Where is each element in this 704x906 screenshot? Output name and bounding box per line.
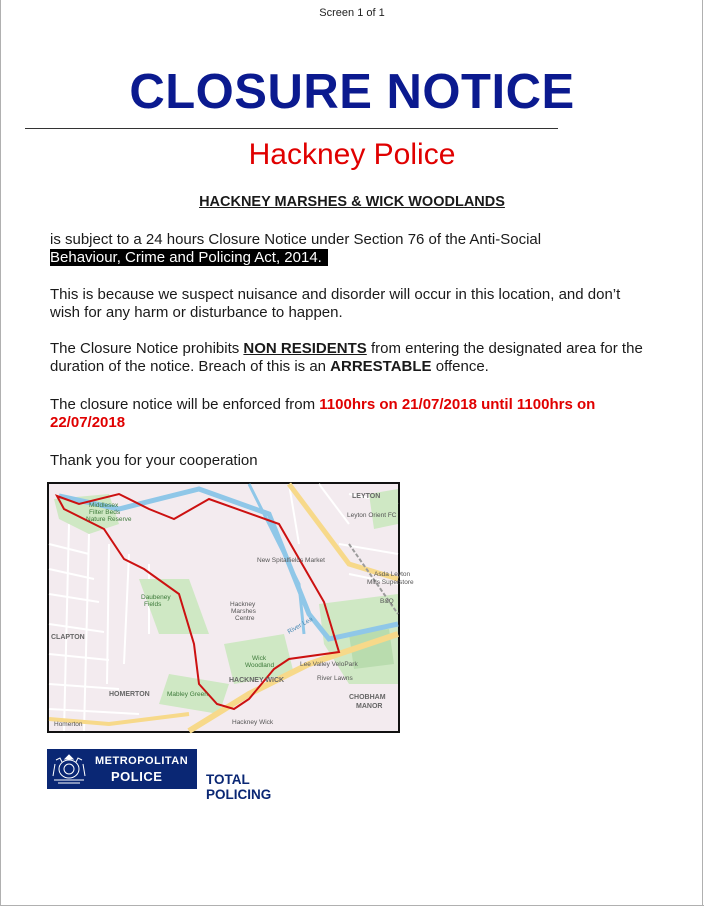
map-label-river-lawns: River Lawns <box>317 675 353 682</box>
map-label-asda-2: Mills Superstore <box>367 579 414 586</box>
logo-tagline: TOTAL POLICING <box>206 772 272 802</box>
met-police-logo <box>47 749 317 802</box>
map-label-bq: B&Q <box>380 598 394 605</box>
map-label-lee-valley: Lee Valley VeloPark <box>300 661 358 668</box>
map-label-hackney-marshes-1: Hackney <box>230 601 256 608</box>
map-label-homerton-station: Homerton <box>54 721 83 728</box>
title-divider <box>25 128 558 129</box>
map-label-mabley-green: Mabley Green <box>167 691 208 698</box>
map-label-hackney-marshes-2: Marshes <box>231 608 256 615</box>
map-svg <box>49 484 414 731</box>
notice-act-highlight: Behaviour, Crime and Policing Act, 2014. <box>50 249 328 266</box>
map-label-middlesex-1: Middlesex <box>89 502 119 509</box>
location-heading: HACKNEY MARSHES & WICK WOODLANDS <box>199 194 505 210</box>
logo-line-police: POLICE <box>111 769 163 784</box>
met-crest-icon <box>50 752 88 786</box>
prohibition-arrestable: ARRESTABLE <box>330 358 432 375</box>
map-label-wick-woodland-2: Woodland <box>245 662 275 669</box>
page-border-right <box>702 0 703 906</box>
prohibition-pre: The Closure Notice prohibits <box>50 340 244 357</box>
map-label-wick-woodland-1: Wick <box>252 655 267 662</box>
map-label-chobham: CHOBHAM <box>349 694 386 701</box>
map-label-hackney-wick: HACKNEY WICK <box>229 677 285 684</box>
paragraph-prohibition <box>50 340 650 376</box>
logo-line-metropolitan: METROPOLITAN <box>95 755 189 767</box>
map-label-asda: Asda Leyton <box>374 571 411 578</box>
map-label-hackney-wick-station: Hackney Wick <box>232 719 274 726</box>
map-label-daubeney-1: Daubeney <box>141 594 171 601</box>
map-label-middlesex-2: Filter Beds <box>89 509 121 516</box>
map-label-leyton-orient: Leyton Orient FC <box>347 512 397 519</box>
map-label-leyton: LEYTON <box>352 493 381 500</box>
map-label-daubeney-2: Fields <box>144 601 162 608</box>
map-label-river-lea: River Lea <box>286 615 315 636</box>
map-label-clapton: CLAPTON <box>51 634 85 641</box>
page-border-left <box>0 0 1 906</box>
prohibition-non-residents: NON RESIDENTS <box>243 340 367 357</box>
map-label-hackney-marshes-3: Centre <box>235 615 255 622</box>
closure-area-map <box>47 482 414 733</box>
notice-line-1: is subject to a 24 hours Closure Notice under Section 76 of the Anti-Social <box>50 231 542 248</box>
map-label-new-spitalfields: New Spitalfields Market <box>257 557 325 564</box>
logo-box <box>47 749 197 789</box>
screen-label: Screen 1 of 1 <box>319 7 385 19</box>
map-label-manor: MANOR <box>356 703 383 710</box>
prohibition-mid: from entering the designated area for the duration of the notice. Breach of this is an <box>50 340 643 375</box>
map-label-middlesex-3: Nature Reserve <box>86 516 132 523</box>
dates-pre: The closure notice will be enforced from <box>50 396 320 413</box>
paragraph-reason: This is because we suspect nuisance and disorder will occur in this location, and don’t wish for any harm or disturbance to happen. <box>50 286 621 321</box>
paragraph-thanks: Thank you for your cooperation <box>50 452 258 469</box>
paragraph-notice <box>50 231 650 267</box>
page-subtitle: Hackney Police <box>248 138 456 171</box>
prohibition-post: offence. <box>431 358 489 375</box>
map-label-homerton: HOMERTON <box>109 691 150 698</box>
page-title: CLOSURE NOTICE <box>129 65 575 119</box>
dates-range: 1100hrs on 21/07/2018 until 1100hrs on 22/07/2018 <box>50 396 596 431</box>
paragraph-dates <box>50 396 650 432</box>
